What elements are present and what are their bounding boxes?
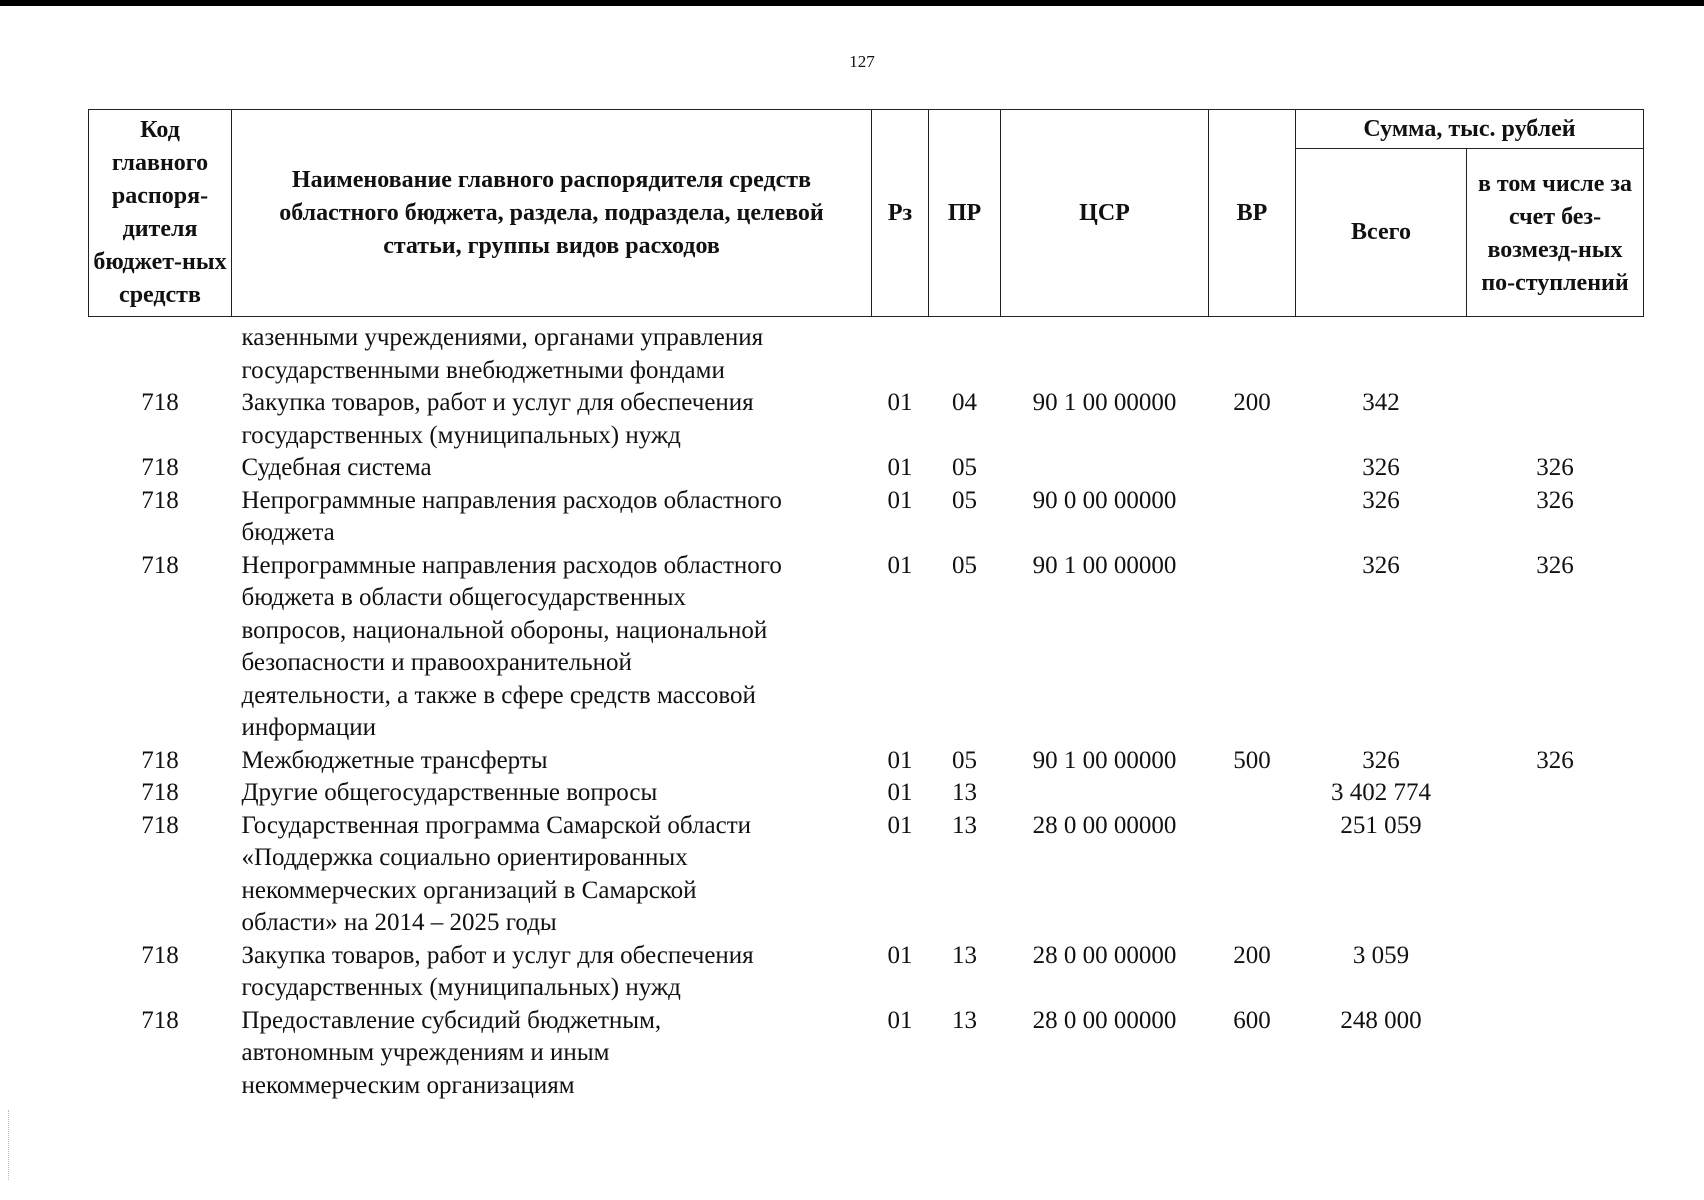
cell-code <box>89 317 232 388</box>
cell-pr: 05 <box>952 551 977 579</box>
cell-code: 718 <box>141 779 179 806</box>
header-vr: ВР <box>1209 110 1296 317</box>
cell-name: Непрограммные направления расходов областного бюджета в области общегосударственных вопросов, национальной обороны, национальной безопасности и правоохранительной деятельности, а также в сфере средств массовой информации <box>241 551 782 741</box>
cell-name: Другие общегосударственные вопросы <box>241 779 658 806</box>
cell-rz: 01 <box>887 389 913 416</box>
cell-included <box>1467 1005 1644 1103</box>
cell-pr: 13 <box>952 941 977 969</box>
cell-rz: 01 <box>887 1006 913 1034</box>
cell-vr <box>1209 777 1296 810</box>
cell-vr: 500 <box>1233 746 1271 774</box>
cell-total: 248 000 <box>1340 1006 1422 1034</box>
cell-total: 3 402 774 <box>1331 779 1431 806</box>
table-row <box>89 940 1644 1005</box>
cell-pr: 05 <box>952 746 977 774</box>
cell-name: казенными учреждениями, органами управления государственными внебюджетными фондами <box>241 324 764 384</box>
cell-rz: 01 <box>887 779 913 806</box>
cell-code: 718 <box>141 389 179 416</box>
cell-rz <box>872 317 929 388</box>
cell-total: 326 <box>1362 746 1400 774</box>
cell-included <box>1467 387 1644 452</box>
cell-name: Государственная программа Самарской области «Поддержка социально ориентированных некоммерческих организаций в Самарской области» на 2014 – 2025 годы <box>241 811 751 936</box>
cell-csr: 28 0 00 00000 <box>1032 811 1177 839</box>
cell-rz: 01 <box>887 746 913 774</box>
cell-included: 326 <box>1536 551 1574 579</box>
cell-vr <box>1209 452 1296 485</box>
cell-code: 718 <box>141 746 179 774</box>
cell-total: 251 059 <box>1340 811 1422 839</box>
cell-csr: 90 0 00 00000 <box>1032 486 1177 514</box>
cell-included <box>1467 777 1644 810</box>
cell-pr: 13 <box>952 1006 977 1034</box>
cell-code: 718 <box>141 486 179 514</box>
table-row <box>89 485 1644 550</box>
cell-vr <box>1209 485 1296 550</box>
cell-total: 3 059 <box>1352 941 1410 969</box>
cell-included: 326 <box>1536 746 1574 774</box>
table-row <box>89 317 1644 388</box>
header-csr: ЦСР <box>1001 110 1209 317</box>
cell-vr: 200 <box>1233 941 1271 969</box>
budget-table <box>88 109 1644 1102</box>
cell-included: 326 <box>1536 486 1574 514</box>
cell-csr: 90 1 00 00000 <box>1032 746 1177 774</box>
cell-csr <box>1001 777 1209 810</box>
header-sum: Сумма, тыс. рублей <box>1296 110 1644 149</box>
page-number: 127 <box>849 52 875 71</box>
cell-included <box>1467 317 1644 388</box>
cell-rz: 01 <box>887 551 913 579</box>
cell-rz: 01 <box>887 454 913 481</box>
cell-csr: 90 1 00 00000 <box>1032 389 1177 416</box>
header-name: Наименование главного распорядителя средств областного бюджета, раздела, подраздела, целевой статьи, группы видов расходов <box>232 110 872 317</box>
cell-code: 718 <box>141 811 179 839</box>
cell-pr: 04 <box>952 389 977 416</box>
cell-pr: 13 <box>952 779 977 806</box>
cell-name: Закупка товаров, работ и услуг для обеспечения государственных (муниципальных) нужд <box>241 389 754 449</box>
cell-csr: 28 0 00 00000 <box>1032 941 1177 969</box>
cell-vr <box>1209 317 1296 388</box>
cell-csr: 90 1 00 00000 <box>1032 551 1177 579</box>
table-row <box>89 387 1644 452</box>
table-row <box>89 452 1644 485</box>
cell-name: Судебная система <box>241 454 432 481</box>
cell-vr: 600 <box>1233 1006 1271 1034</box>
header-total: Всего <box>1296 149 1467 317</box>
cell-code: 718 <box>141 1006 179 1034</box>
cell-rz: 01 <box>887 941 913 969</box>
cell-vr <box>1209 550 1296 745</box>
page-top-border <box>0 0 1704 6</box>
header-rz: Рз <box>872 110 929 317</box>
cell-included <box>1467 940 1644 1005</box>
table-header <box>89 110 1644 317</box>
cell-name: Непрограммные направления расходов областного бюджета <box>241 486 782 546</box>
cell-rz: 01 <box>887 486 913 514</box>
cell-pr: 05 <box>952 454 977 481</box>
cell-code: 718 <box>141 551 179 579</box>
cell-vr: 200 <box>1233 389 1271 416</box>
cell-name: Закупка товаров, работ и услуг для обеспечения государственных (муниципальных) нужд <box>241 941 754 1001</box>
cell-pr: 13 <box>952 811 977 839</box>
cell-csr <box>1001 452 1209 485</box>
cell-total: 342 <box>1362 389 1400 416</box>
table-row <box>89 550 1644 745</box>
cell-total: 326 <box>1362 486 1400 514</box>
cell-included: 326 <box>1536 454 1574 481</box>
cell-csr <box>1001 317 1209 388</box>
table-row <box>89 1005 1644 1103</box>
header-pr: ПР <box>929 110 1001 317</box>
cell-included <box>1467 810 1644 940</box>
table-row <box>89 810 1644 940</box>
table-row <box>89 777 1644 810</box>
cell-csr: 28 0 00 00000 <box>1032 1006 1177 1034</box>
cell-vr <box>1209 810 1296 940</box>
header-code: Код главного распоря-дителя бюджет-ных средств <box>89 110 232 317</box>
table-row <box>89 745 1644 778</box>
header-included: в том числе за счет без-возмезд-ных по-ступлений <box>1467 149 1644 317</box>
scan-margin-mark <box>8 1110 11 1180</box>
cell-total: 326 <box>1362 551 1400 579</box>
cell-name: Предоставление субсидий бюджетным, автономным учреждениям и иным некоммерческим организациям <box>241 1006 662 1099</box>
cell-rz: 01 <box>887 811 913 839</box>
cell-code: 718 <box>141 454 179 481</box>
cell-code: 718 <box>141 941 179 969</box>
table-body <box>89 317 1644 1103</box>
cell-name: Межбюджетные трансферты <box>241 746 548 774</box>
cell-pr: 05 <box>952 486 977 514</box>
cell-pr <box>929 317 1001 388</box>
cell-total: 326 <box>1362 454 1400 481</box>
cell-total <box>1296 317 1467 388</box>
